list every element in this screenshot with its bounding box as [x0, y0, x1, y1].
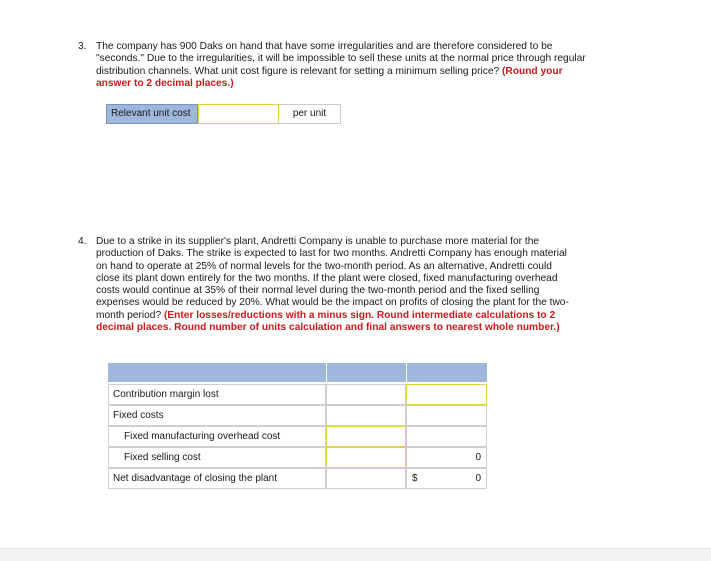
relevant-unit-cost-label: Relevant unit cost — [106, 104, 198, 124]
question-number: 4. — [78, 236, 87, 247]
row-col2 — [326, 468, 406, 489]
question-instruction: (Round your answer to 2 decimal places.) — [96, 65, 563, 89]
row-col3 — [406, 405, 487, 426]
question-number: 3. — [78, 41, 87, 52]
fixed-manufacturing-overhead-input[interactable] — [326, 426, 406, 447]
unit-label: per unit — [279, 104, 341, 124]
table-row — [108, 468, 487, 489]
table-header-cell — [407, 363, 487, 382]
row-label: Fixed costs — [108, 405, 326, 426]
relevant-unit-cost-input[interactable] — [198, 104, 279, 124]
row-label: Fixed manufacturing overhead cost — [108, 426, 326, 447]
row-label: Net disadvantage of closing the plant — [108, 468, 326, 489]
row-label: Fixed selling cost — [108, 447, 326, 468]
table-row — [108, 405, 487, 426]
currency-symbol: $ — [412, 473, 418, 484]
contribution-margin-lost-input[interactable] — [406, 384, 487, 405]
net-disadvantage-total — [406, 468, 487, 489]
table-row — [108, 447, 487, 468]
row-label: Contribution margin lost — [108, 384, 326, 405]
question-text — [96, 236, 576, 334]
question-body: Due to a strike in its supplier's plant, Andretti Company is unable to purchase more material for the production of Daks. The strike is expected to last for two months. Andretti Company has enough material on hand to operate at 25% of normal levels for the two-month period. As an alternative, Andretti could close its plant down entirely for the two months. If the plant were closed, fixed manufacturing overhead costs would continue at 35% of their normal level during the two-month period and the fixed selling expenses would be reduced by 20%. What would be the impact on profits of closing the plant for the two-month period? — [96, 236, 569, 321]
fixed-selling-cost-total: 0 — [406, 447, 487, 468]
question-text — [96, 41, 586, 90]
question-body: The company has 900 Daks on hand that have some irregularities and are therefore considered to be "seconds." Due to the irregularities, it will be impossible to sell these units at the normal price through regular distribution channels. What unit cost figure is relevant for setting a minimum selling price? — [96, 41, 586, 77]
row-col2 — [326, 405, 406, 426]
table-header-cell — [327, 363, 406, 382]
table-row — [108, 384, 487, 405]
fixed-selling-cost-input[interactable] — [326, 447, 406, 468]
table-header-cell — [108, 363, 326, 382]
row-col2 — [326, 384, 406, 405]
question-instruction: (Enter losses/reductions with a minus sign. Round intermediate calculations to 2 decimal places. Round number of units calculation and final answers to nearest whole number.) — [96, 309, 560, 334]
bottom-bar — [0, 548, 711, 561]
row-col3 — [406, 426, 487, 447]
net-disadvantage-value: 0 — [475, 473, 481, 484]
table-row — [108, 426, 487, 447]
